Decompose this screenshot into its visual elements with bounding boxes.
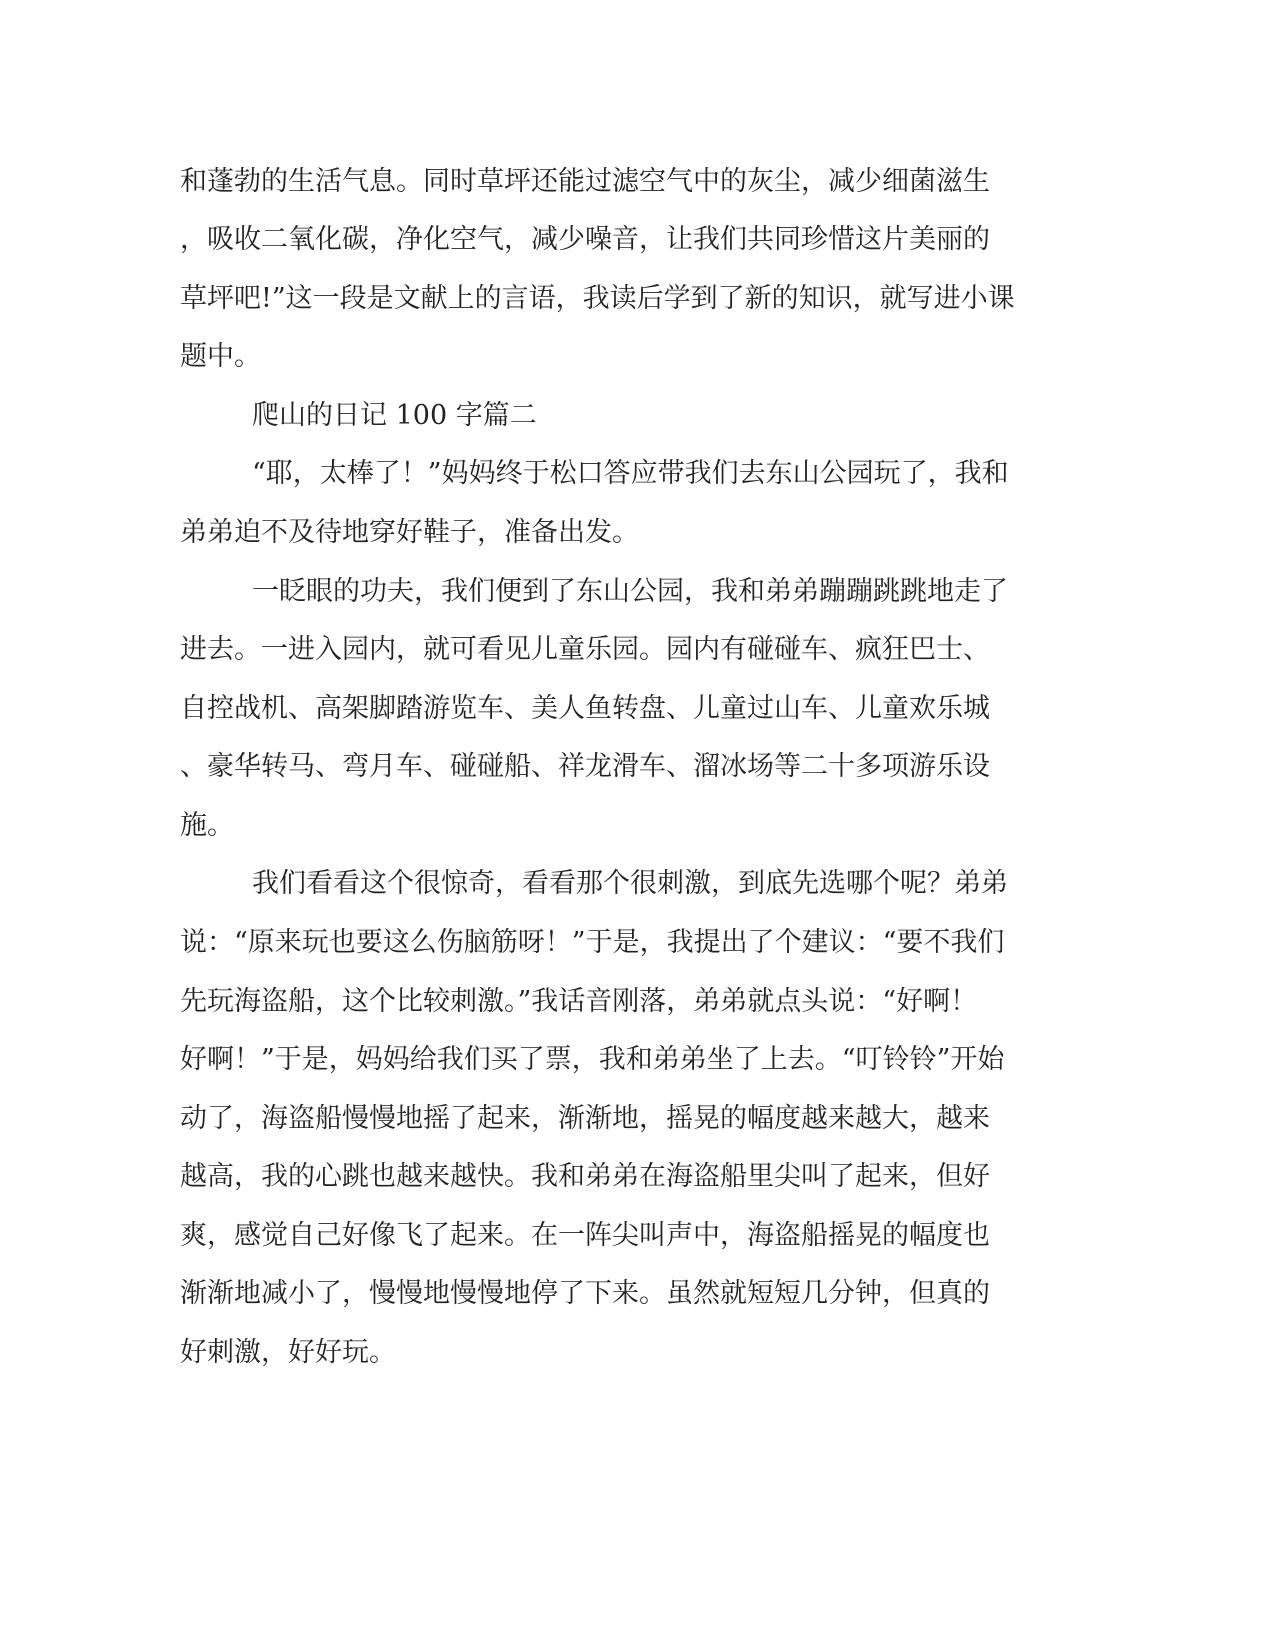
text-line: 自控战机、高架脚踏游览车、美人鱼转盘、儿童过山车、儿童欢乐城 [180, 693, 990, 724]
text-line: 题中。 [180, 341, 261, 372]
text-line: ，吸收二氧化碳，净化空气，减少噪音，让我们共同珍惜这片美丽的 [180, 224, 990, 255]
section-heading: 爬山的日记 100 字篇二 [252, 400, 537, 431]
text-line: 施。 [180, 810, 234, 841]
text-line: “耶，太棒了！”妈妈终于松口答应带我们去东山公园玩了，我和 [252, 458, 1009, 489]
text-line: 和蓬勃的生活气息。同时草坪还能过滤空气中的灰尘，减少细菌滋生 [180, 166, 990, 197]
text-line: 草坪吧!”这一段是文献上的言语，我读后学到了新的知识，就写进小课 [180, 283, 1015, 314]
text-line: 渐渐地减小了，慢慢地慢慢地停了下来。虽然就短短几分钟，但真的 [180, 1278, 990, 1309]
text-line: 我们看看这个很惊奇，看看那个很刺激，到底先选哪个呢？弟弟 [252, 868, 1008, 899]
text-line: 好啊！”于是，妈妈给我们买了票，我和弟弟坐了上去。“叮铃铃”开始 [180, 1044, 1005, 1075]
text-line: 好刺激，好好玩。 [180, 1337, 396, 1368]
text-line: 说：“原来玩也要这么伤脑筋呀！”于是，我提出了个建议：“要不我们 [180, 927, 1005, 958]
text-line: 先玩海盗船，这个比较刺激。”我话音刚落，弟弟就点头说：“好啊！ [180, 986, 978, 1017]
text-line: 一眨眼的功夫，我们便到了东山公园，我和弟弟蹦蹦跳跳地走了 [252, 576, 1008, 607]
text-line: 动了，海盗船慢慢地摇了起来，渐渐地，摇晃的幅度越来越大，越来 [180, 1103, 990, 1134]
text-line: 弟弟迫不及待地穿好鞋子，准备出发。 [180, 517, 639, 548]
text-line: 越高，我的心跳也越来越快。我和弟弟在海盗船里尖叫了起来，但好 [180, 1161, 990, 1192]
text-line: 、豪华转马、弯月车、碰碰船、祥龙滑车、溜冰场等二十多项游乐设 [180, 751, 990, 782]
text-line: 进去。一进入园内，就可看见儿童乐园。园内有碰碰车、疯狂巴士、 [180, 634, 990, 665]
text-line: 爽，感觉自己好像飞了起来。在一阵尖叫声中，海盗船摇晃的幅度也 [180, 1220, 990, 1251]
